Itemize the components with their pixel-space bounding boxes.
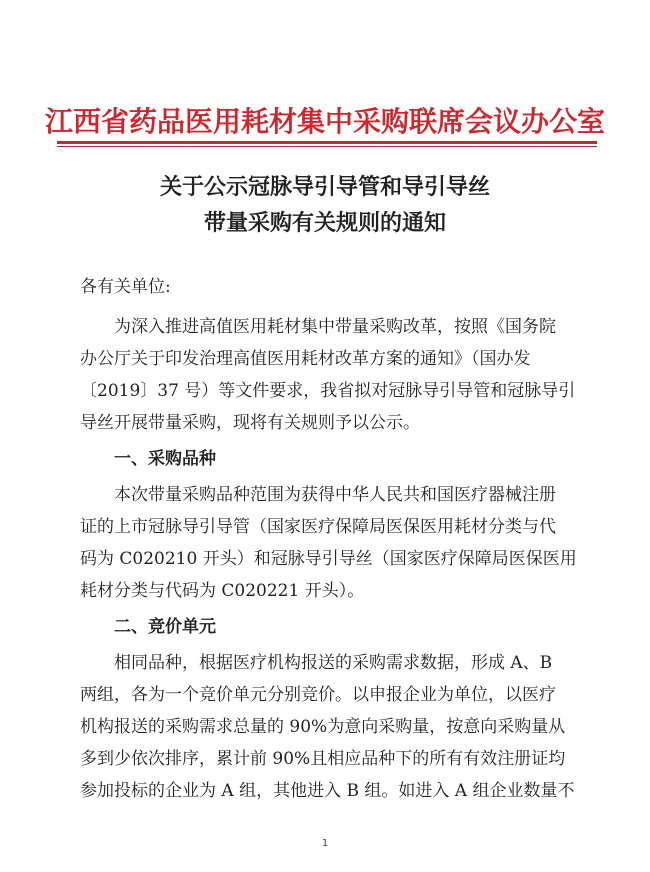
issuing-office-header: 江西省药品医用耗材集中采购联席会议办公室 (44, 105, 605, 138)
paragraph-line: 办公厅关于印发治理高值医用耗材改革方案的通知》（国办发 (80, 349, 531, 369)
paragraph-line: 码为 C020210 开头）和冠脉导引导丝（国家医疗保障局医保医用 (80, 549, 577, 569)
page-number: 1 (321, 838, 329, 849)
paragraph-line: 本次带量采购品种范围为获得中华人民共和国医疗器械注册 (114, 485, 556, 505)
paragraph-line: 机构报送的采购需求总量的 90%为意向采购量，按意向采购量从 (80, 717, 566, 737)
paragraph-line: 为深入推进高值医用耗材集中带量采购改革，按照《国务院 (114, 317, 556, 337)
paragraph-line: 导丝开展带量采购，现将有关规则予以公示。 (80, 413, 420, 433)
paragraph-line: 证的上市冠脉导引导管（国家医疗保障局医保医用耗材分类与代 (80, 517, 556, 537)
paragraph-line: 参加投标的企业为 A 组，其他进入 B 组。如进入 A 组企业数量不 (80, 781, 575, 801)
section-heading-procurement-items: 一、采购品种 (114, 449, 216, 469)
document-title-line-2: 带量采购有关规则的通知 (203, 211, 446, 236)
paragraph-line: 多到少依次排序，累计前 90%且相应品种下的所有有效注册证均 (80, 749, 566, 769)
paragraph-line: 〔2019〕37 号）等文件要求，我省拟对冠脉导引导管和冠脉导引 (80, 381, 576, 401)
paragraph-line: 两组，各为一个竞价单元分别竞价。以申报企业为单位，以医疗 (80, 685, 556, 705)
document-title-line-1: 关于公示冠脉导引导管和导引导丝 (159, 175, 490, 200)
header-divider-thin (57, 146, 597, 147)
paragraph-line: 相同品种，根据医疗机构报送的采购需求数据，形成 A、B (114, 653, 553, 673)
paragraph-line: 耗材分类与代码为 C020221 开头）。 (80, 581, 365, 601)
section-heading-bidding-units: 二、竞价单元 (114, 617, 216, 637)
header-divider-thick (57, 141, 597, 144)
salutation: 各有关单位: (80, 277, 171, 297)
